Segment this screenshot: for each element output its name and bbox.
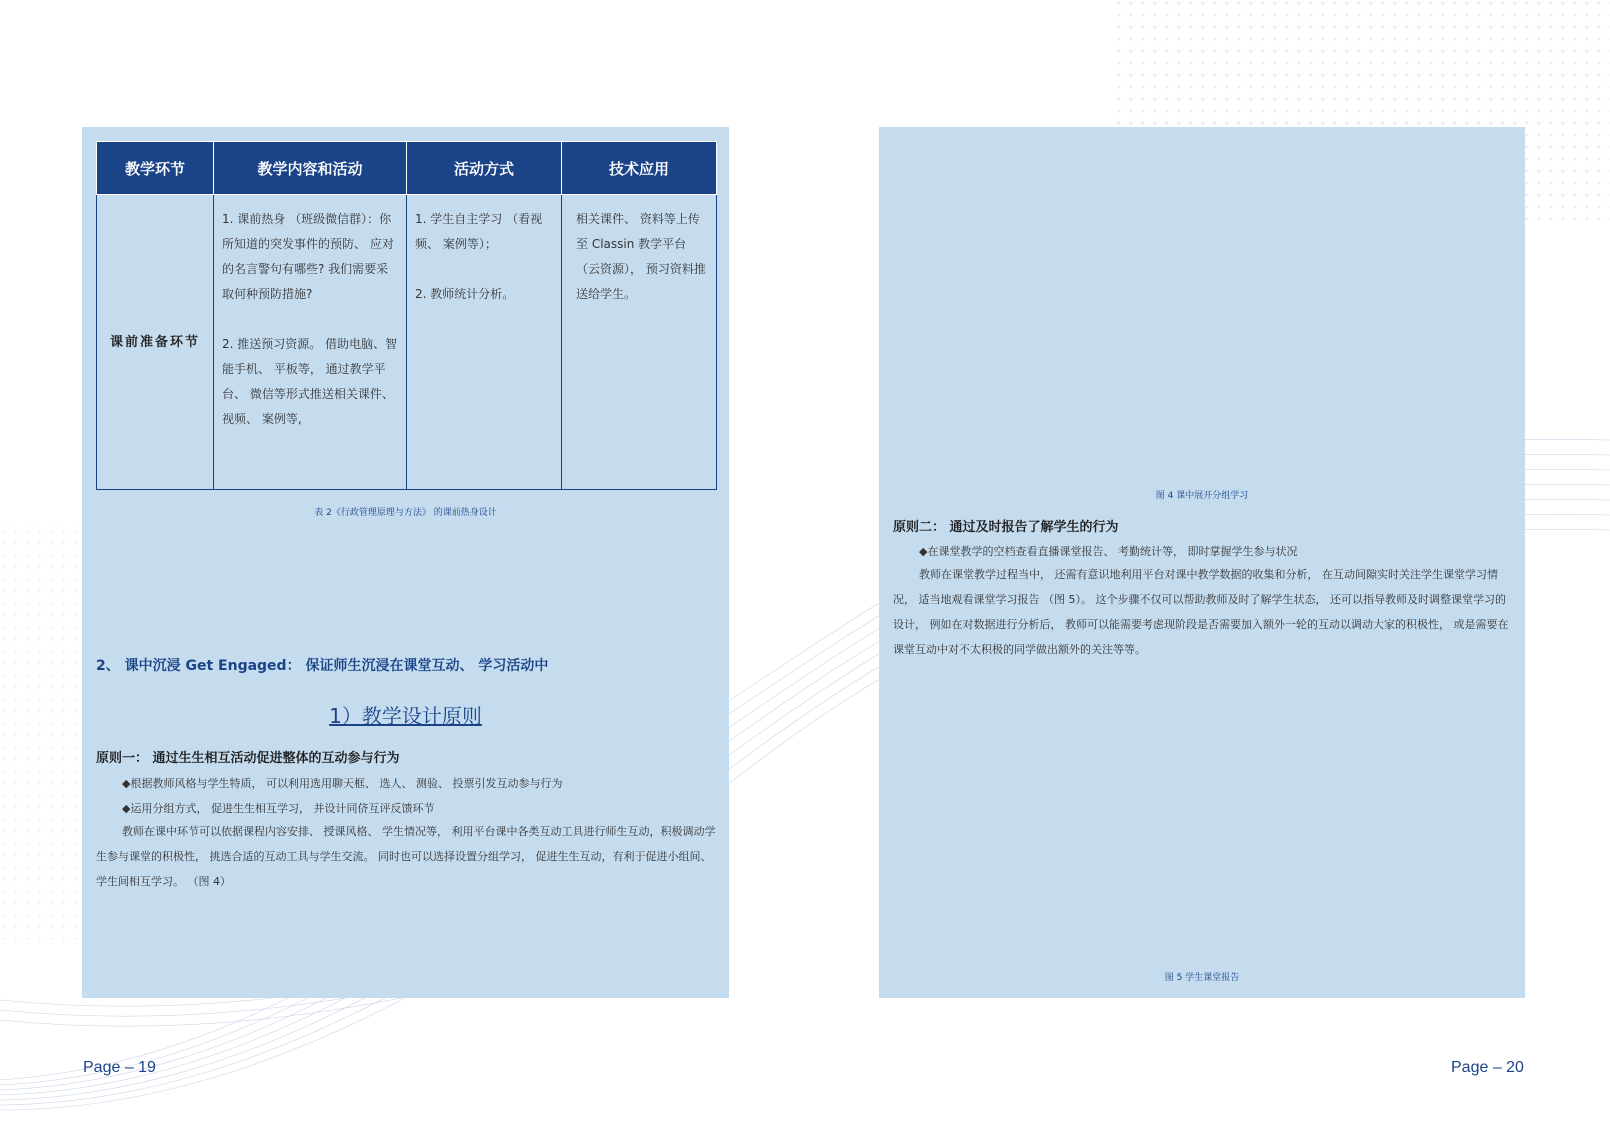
body-paragraph: 教师在课中环节可以依据课程内容安排、 授课风格、 学生情况等， 利用平台课中各类互动工具进行师生互动，积极调动学生参与课堂的积极性， 挑选合适的互动工具与学生交流。 同时也可以选择设置分组学习， 促进生生互动，有利于促进小组间、 学生间相互学习。 （图 4） [96, 825, 716, 888]
table-caption: 表 2《行政管理原理与方法》 的课前热身设计 [314, 508, 497, 518]
page-20-panel [879, 127, 1525, 998]
table-header-content: 教学内容和活动 [214, 142, 407, 195]
bullet-item: ◆根据教师风格与学生特质， 可以利用选用聊天框、 选人、 测验、 投票引发互动参与行为 [122, 777, 563, 790]
bullet-item: ◆在课堂教学的空档查看直播课堂报告、 考勤统计等， 即时掌握学生参与状况 [919, 545, 1298, 558]
design-principles-title: 1）教学设计原则 [329, 704, 482, 728]
table-header-stage: 教学环节 [97, 142, 214, 195]
principle-two-heading: 原则二： 通过及时报告了解学生的行为 [893, 520, 1119, 535]
lesson-table [96, 141, 717, 490]
table-header-tech: 技术应用 [562, 142, 717, 195]
table-cell-method [407, 195, 562, 490]
table-cell-tech: 相关课件、 资料等上传至 Classin 教学平台（云资源）， 预习资料推送给学生。 [562, 195, 717, 490]
figure-5-caption: 图 5 学生课堂报告 [1164, 973, 1240, 983]
content-item-2: 2. 推送预习资源。 借助电脑、智能手机、 平板等， 通过教学平台、 微信等形式推送相关课件、 视频、 案例等, [222, 337, 398, 426]
page-number-left: Page – 19 [83, 1059, 156, 1076]
method-item-2: 2. 教师统计分析。 [415, 287, 515, 301]
table-cell-content [214, 195, 407, 490]
page-number-right: Page – 20 [1451, 1059, 1524, 1076]
method-item-1: 1. 学生自主学习 （看视频、 案例等）； [415, 212, 543, 251]
figure-4-caption: 图 4 课中展开分组学习 [1155, 491, 1249, 501]
table-cell-stage: 课前准备环节 [97, 195, 214, 490]
content-item-1: 1. 课前热身 （班级微信群）：你所知道的突发事件的预防、 应对的名言警句有哪些? 我们需要采取何种预防措施? [222, 212, 394, 301]
page-19-panel [82, 127, 729, 998]
principle-one-heading: 原则一： 通过生生相互活动促进整体的互动参与行为 [96, 751, 400, 766]
table-row [97, 195, 717, 490]
body-paragraph: 教师在课堂教学过程当中， 还需有意识地利用平台对课中教学数据的收集和分析， 在互动间隙实时关注学生课堂学习情况， 适当地观看课堂学习报告 （图 5）。 这个步骤不仅可以帮助教师及时了解学生状态， 还可以指导教师及时调整课堂学习的设计， 例如在对数据进行分析后， 教师可以能需要考虑现阶段是否需要加入额外一轮的互动以调动大家的积极性， 或是需要在课堂互动中对不太积极的同学做出额外的关注等等。 [893, 568, 1509, 656]
bullet-item: ◆运用分组方式， 促进生生相互学习， 并设计同侪互评反馈环节 [122, 802, 435, 815]
section-heading: 2、 课中沉浸 Get Engaged： 保证师生沉浸在课堂互动、 学习活动中 [96, 658, 549, 674]
table-header-method: 活动方式 [407, 142, 562, 195]
